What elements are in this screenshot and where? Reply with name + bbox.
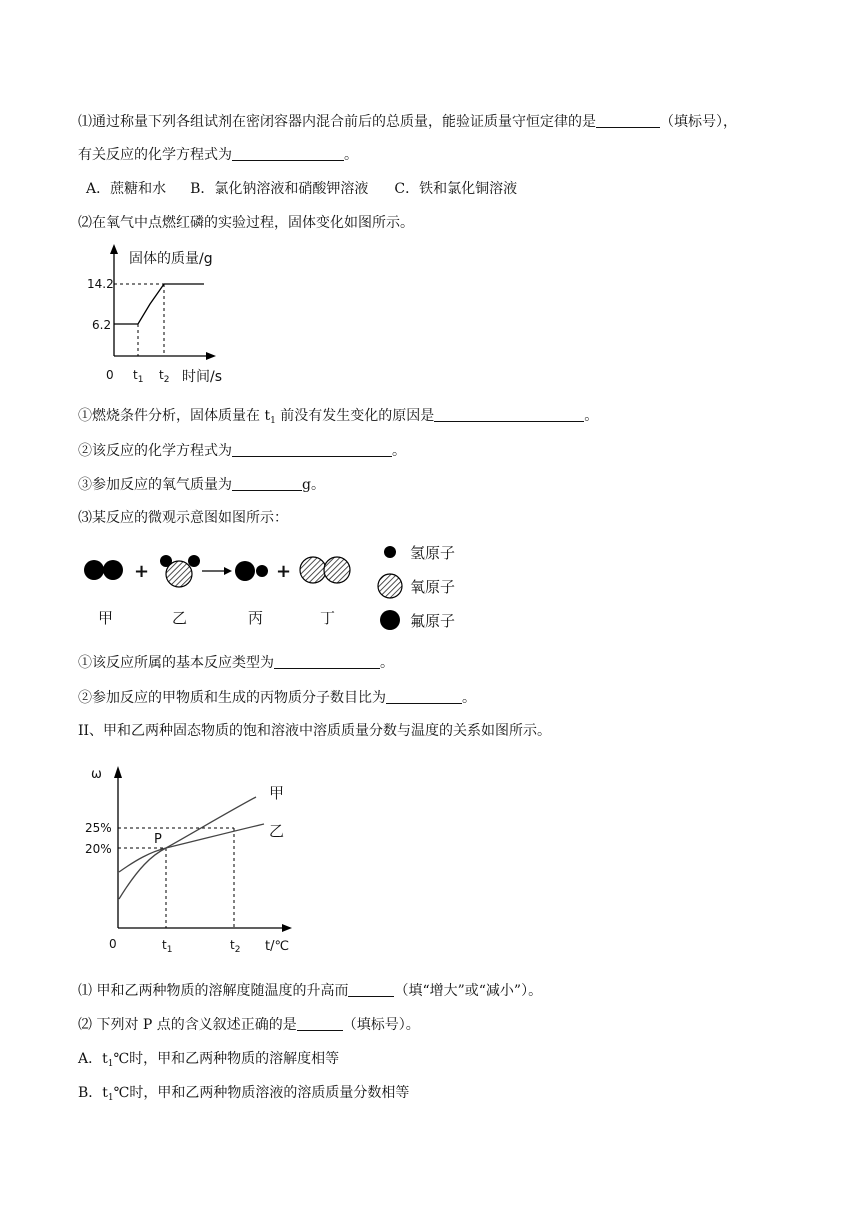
punct: 。 <box>380 655 394 671</box>
sub-question-1 <box>78 406 598 426</box>
label-jia: 甲 <box>98 609 114 627</box>
option-b-line <box>78 1083 409 1103</box>
question-3-line <box>78 508 288 528</box>
series-jia-curve <box>119 797 256 899</box>
series-yi-label: 乙 <box>269 822 285 840</box>
oxygen-atom <box>166 561 192 587</box>
label-ding: 丁 <box>320 609 336 627</box>
y-tick-label: 25% <box>85 821 112 835</box>
question-2-line <box>78 213 414 233</box>
answer-blank[interactable] <box>596 112 660 128</box>
text: B．t <box>78 1085 108 1101</box>
series-jia-label: 甲 <box>269 784 285 802</box>
legend-hydrogen-symbol <box>384 546 396 558</box>
oxygen-atom <box>324 557 350 583</box>
answer-blank[interactable] <box>232 441 392 457</box>
legend-hydrogen-label: 氢原子 <box>410 544 456 562</box>
y-axis-arrow <box>110 244 118 254</box>
y-tick-label: 20% <box>85 842 112 856</box>
option-b: B．氯化钠溶液和硝酸钾溶液 <box>190 181 369 197</box>
sub-question-d1 <box>78 653 394 673</box>
answer-blank[interactable] <box>297 1015 343 1031</box>
sub-question-2 <box>78 441 406 461</box>
x-axis-arrow <box>206 352 216 360</box>
subscript: 1 <box>107 1059 114 1069</box>
text: （填“增大”或“减小”）。 <box>394 983 543 999</box>
question-1-hint: （填标号）， <box>660 114 737 130</box>
punct: 。 <box>392 443 406 459</box>
punct: 。 <box>462 690 476 706</box>
part-2-line <box>78 721 551 741</box>
series-yi-curve <box>119 824 264 872</box>
x-tick-t2: $t_2$ <box>159 368 170 385</box>
part-2-text: II、甲和乙两种固态物质的饱和溶液中溶质质量分数与温度的关系如图所示。 <box>78 723 552 739</box>
question-1-line-1 <box>78 112 737 132</box>
text: ①该反应所属的基本反应类型为 <box>78 655 274 671</box>
hydrogen-atom <box>256 565 268 577</box>
text: ②参加反应的甲物质和生成的丙物质分子数目比为 <box>78 690 386 706</box>
text: ℃时，甲和乙两种物质溶液的溶质质量分数相等 <box>113 1085 410 1101</box>
micro-reaction-diagram <box>78 536 478 636</box>
fluorine-atom <box>84 560 104 580</box>
text: 前没有发生变化的原因是 <box>275 408 435 424</box>
legend-oxygen-symbol <box>378 574 402 598</box>
answer-blank[interactable] <box>434 406 584 422</box>
sub-question-e1 <box>78 981 542 1001</box>
y-tick-label: 14.2 <box>87 277 114 291</box>
fluorine-atom <box>235 561 255 581</box>
y-axis-label: 固体的质量/g <box>129 251 213 267</box>
hydrogen-atom <box>188 555 200 567</box>
option-c: C．铁和氯化铜溶液 <box>394 181 518 197</box>
question-3-text: ⑶某反应的微观示意图如图所示： <box>78 510 288 526</box>
sub-question-3 <box>78 475 325 495</box>
text: ①燃烧条件分析，固体质量在 t <box>78 408 271 424</box>
answer-blank[interactable] <box>348 981 394 997</box>
text: ⑵ 下列对 P 点的含义叙述正确的是 <box>78 1017 297 1033</box>
text: ③参加反应的氧气质量为 <box>78 477 232 493</box>
punct: 。 <box>584 408 599 424</box>
legend-fluorine-symbol <box>380 610 400 630</box>
answer-blank[interactable] <box>232 475 302 491</box>
origin-label: 0 <box>109 937 117 951</box>
answer-blank[interactable] <box>274 653 380 669</box>
point-p-label: P <box>154 832 162 847</box>
plus-sign: + <box>134 561 150 582</box>
subscript: 1 <box>270 416 276 426</box>
mass-curve <box>114 284 204 324</box>
option-a: A．蔗糖和水 <box>86 181 167 197</box>
option-a-line <box>78 1049 339 1069</box>
label-bing: 丙 <box>248 609 264 627</box>
text: （填标号）。 <box>342 1017 420 1033</box>
text: g。 <box>302 477 325 493</box>
text: A．t <box>78 1051 108 1067</box>
question-2-text: ⑵在氧气中点燃红磷的实验过程，固体变化如图所示。 <box>78 215 414 231</box>
text: ℃时，甲和乙两种物质的溶解度相等 <box>113 1051 340 1067</box>
y-axis-arrow <box>114 766 122 778</box>
sub-question-e2 <box>78 1015 420 1035</box>
answer-blank[interactable] <box>386 688 462 704</box>
text: ②该反应的化学方程式为 <box>78 443 232 459</box>
fluorine-atom <box>103 560 123 580</box>
mass-time-chart <box>78 242 238 387</box>
text: ⑴ 甲和乙两种物质的溶解度随温度的升高而 <box>78 983 349 999</box>
y-tick-label: 6.2 <box>92 318 112 332</box>
origin-label: 0 <box>106 368 114 382</box>
x-axis-label: t/℃ <box>265 939 290 954</box>
sub-question-d2 <box>78 688 476 708</box>
question-1-text: ⑴通过称量下列各组试剂在密闭容器内混合前后的总质量，能验证质量守恒定律的是 <box>78 114 596 130</box>
reaction-arrow-head <box>224 567 232 575</box>
question-1-line-2 <box>78 145 358 165</box>
x-axis-label: 时间/s <box>182 369 223 385</box>
x-tick-t2: $t_2$ <box>230 938 241 955</box>
plus-sign: + <box>276 561 292 582</box>
punct: 。 <box>344 147 358 163</box>
answer-blank[interactable] <box>232 145 344 161</box>
x-tick-t1: $t_1$ <box>162 938 173 955</box>
question-1-equation-text: 有关反应的化学方程式为 <box>78 147 232 163</box>
solubility-chart <box>78 762 308 962</box>
y-axis-label: ω <box>91 767 102 782</box>
legend-oxygen-label: 氧原子 <box>410 578 456 596</box>
oxygen-atom <box>300 557 326 583</box>
legend-fluorine-label: 氟原子 <box>410 612 456 630</box>
question-1-options <box>86 179 517 199</box>
x-axis-arrow <box>282 924 292 932</box>
x-tick-t1: $t_1$ <box>133 368 144 385</box>
label-yi: 乙 <box>172 609 188 627</box>
subscript: 1 <box>107 1093 114 1103</box>
